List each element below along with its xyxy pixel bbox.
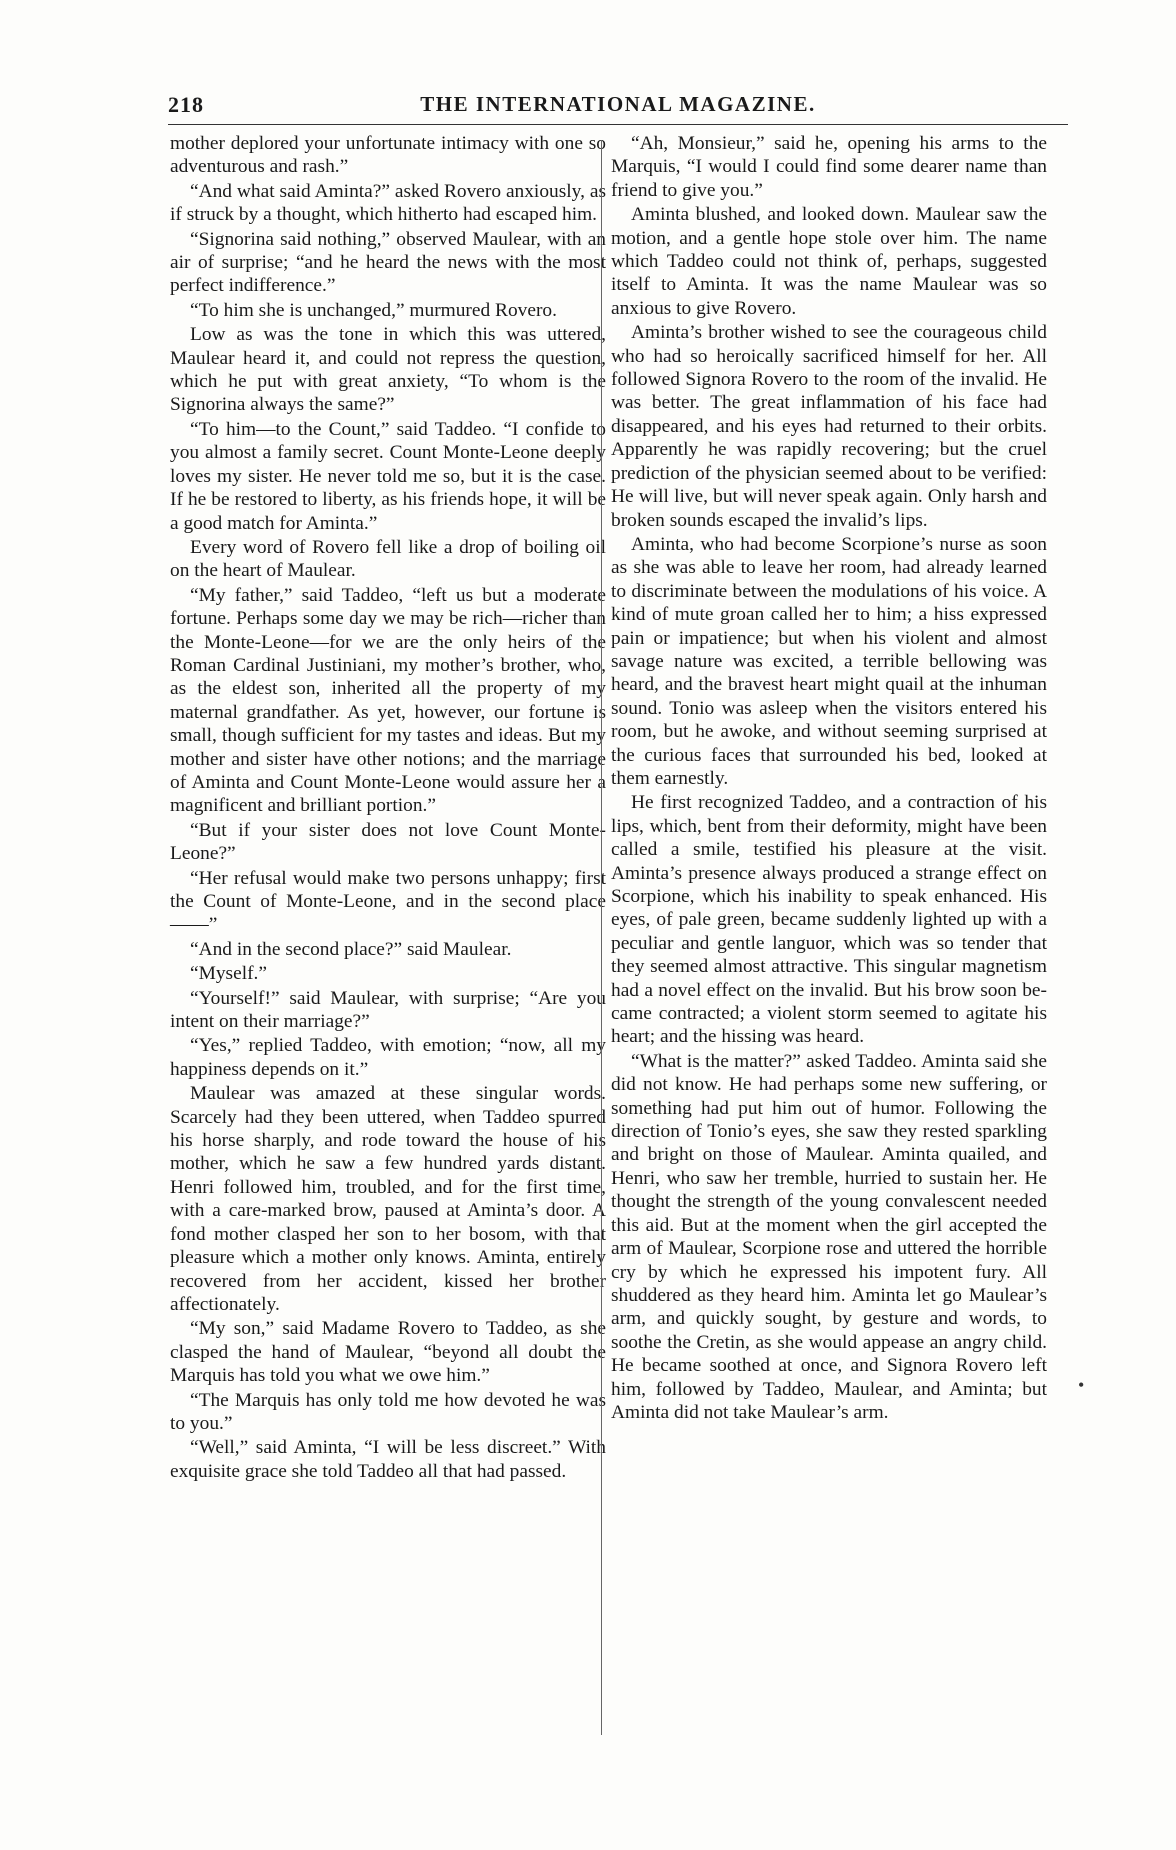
paragraph: Low as was the tone in which this was uttered, Maulear heard it, and could not repress the question, which he put with great anxiety, “To whom is the Signorina always the same?” [170, 324, 606, 416]
paragraph: Aminta blushed, and looked down. Maulear saw the motion, and a gentle hope stole over him. The name which Taddeo could not think of, perhaps, suggested itself to Aminta. It was the name Maulear was so anxious to give Rovero. [611, 204, 1047, 319]
paragraph: “My son,” said Madame Rovero to Taddeo, as she clasped the hand of Maulear, “beyond all doubt the Marquis has told you what we owe him.” [170, 1318, 606, 1387]
paragraph: “Yes,” replied Taddeo, with emotion; “now, all my happiness depends on it.” [170, 1035, 606, 1080]
paragraph: Aminta’s brother wished to see the courageous child who had so heroically sacrificed himself for her. All followed Signora Rovero to the room of the invalid. He was better. The great inflammation of his face had disappeared, and his eyes had returned to their orbits. Apparently he was rapidly recovering; but the cruel prediction of the physician seemed about to be verified: He will live, but will never speak again. Only harsh and broken sounds escaped the invalid’s lips. [611, 322, 1047, 531]
paragraph: “Yourself!” said Maulear, with surprise; “Are you intent on their marriage?” [170, 987, 606, 1033]
paragraph: “To him she is unchanged,” murmured Rovero. [190, 299, 557, 321]
paragraph: “Her refusal would make two persons unhappy; first the Count of Monte-Leone, and in the second place——” [170, 867, 606, 936]
page-number: 218 [168, 92, 204, 117]
paragraph: “The Marquis has only told me how devoted he was to you.” [170, 1389, 606, 1434]
paragraph: “Well,” said Aminta, “I will be less discreet.” With exquisite grace she told Taddeo all that had passed. [170, 1437, 606, 1482]
right-column [611, 132, 1047, 1425]
paragraph: “And in the second place?” said Maulear. [190, 938, 512, 960]
page-header [168, 92, 1068, 120]
left-column [170, 132, 606, 1484]
paragraph: “To him—to the Count,” said Taddeo. “I confide to you almost a family secret. Count Monte-Leone deeply loves my sister. He never told me so, but it is the case. If he be restored to liberty, as his friends hope, it will be a good match for Aminta.” [170, 418, 606, 534]
header-rule [168, 124, 1068, 125]
paragraph: “Signorina said nothing,” observed Maulear, with an air of surprise; “and he heard the news with the most perfect indifference.” [170, 228, 606, 297]
paragraph: Aminta, who had become Scorpione’s nurse as soon as she was able to leave her room, had already learned to discriminate between the modulations of his voice. A kind of mute groan called her to him; a hiss expressed pain or impatience; but when his violent and almost savage nature was excited, a terrible bellowing was heard, and the bravest heart might quail at the inhuman sound. Tonio was asleep when the visitors entered his room, but he awoke, and without seeming surprised at the curious faces that surrounded his bed, looked at them earnestly. [611, 533, 1047, 789]
stray-ink-mark: • [1078, 1375, 1085, 1395]
running-title: THE INTERNATIONAL MAGAZINE. [420, 92, 816, 116]
paragraph: “And what said Aminta?” asked Rovero anxiously, as if struck by a thought, which hitherto had escaped him. [170, 180, 606, 226]
paragraph: He first recognized Taddeo, and a contraction of his lips, which, bent from their deformity, might have been called a smile, testified his pleasure at the visit. Aminta’s presence always produced a strange effect on Scorpione, which his inability to speak enhanced. His eyes, of pale green, became suddenly lighted up with a peculiar and gentle languor, which was so tender that they seemed almost attractive. This singular magnetism had a novel effect on the invalid. But his brow soon became contracted; a violent storm seemed to agitate his heart; and the hissing was heard. [611, 792, 1047, 1048]
column-divider [601, 140, 602, 1735]
paragraph: “But if your sister does not love Count Monte-Leone?” [170, 819, 606, 865]
paragraph: “My father,” said Taddeo, “left us but a moderate fortune. Perhaps some day we may be rich—richer than the Monte-Leone—for we are the only heirs of the Roman Cardinal Justiniani, my mother’s brother, who, as the eldest son, inherited all the property of my maternal grandfather. As yet, however, our fortune is small, though sufficient for my tastes and ideas. But my mother and sister have other notions; and the marriage of Aminta and Count Monte-Leone would assure her a magnificent and brilliant portion.” [170, 584, 606, 817]
paragraph: Maulear was amazed at these singular words. Scarcely had they been uttered, when Taddeo spurred his horse sharply, and rode toward the house of his mother, which he saw a few hundred yards distant. Henri followed him, troubled, and for the first time, with a care-marked brow, paused at Aminta’s door. A fond mother clasped her son to her bosom, with that pleasure which a mother only knows. Aminta, entirely recovered from her accident, kissed her brother affectionately. [170, 1083, 606, 1315]
paragraph: “Myself.” [190, 963, 267, 985]
paragraph: “Ah, Monsieur,” said he, opening his arms to the Marquis, “I would I could find some dearer name than friend to give you.” [611, 133, 1047, 201]
paragraph: mother deplored your unfortunate intimacy with one so adventurous and rash.” [170, 133, 606, 178]
paragraph: “What is the matter?” asked Taddeo. Aminta said she did not know. He had perhaps some new suffering, or something had put him out of humor. Following the direction of Tonio’s eyes, she saw they rested sparkling and bright on those of Maulear. Aminta quailed, and Henri, who saw her tremble, hurried to sustain her. He thought the strength of the young convalescent needed this aid. But at the moment when the girl accepted the arm of Maulear, Scorpione rose and uttered the horrible cry by which he expressed his impotent fury. All shuddered as they heard him. Aminta let go Maulear’s arm, and quickly sought, by gesture and words, to soothe the Cretin, as she would appease an angry child. He became soothed at once, and Signora Rovero left him, followed by Taddeo, Maulear, and Aminta; but Aminta did not take Maulear’s arm. [611, 1050, 1047, 1423]
paragraph: Every word of Rovero fell like a drop of boiling oil on the heart of Maulear. [170, 536, 606, 582]
